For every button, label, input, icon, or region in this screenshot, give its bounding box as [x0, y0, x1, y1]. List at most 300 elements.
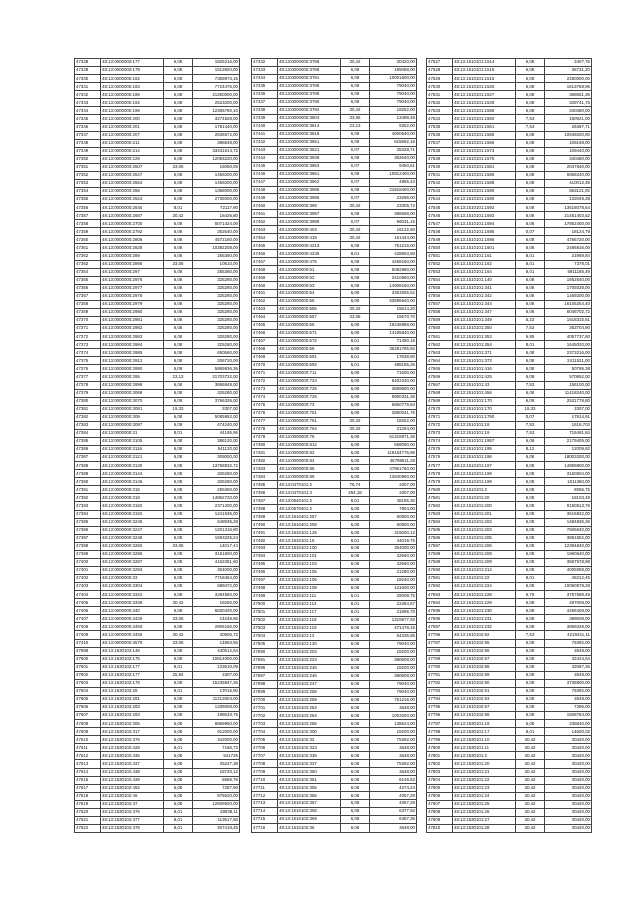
row-id-cell: 47808 — [427, 808, 453, 816]
amount-cell: 304000,00 — [370, 545, 417, 553]
row-id-cell: 47359 — [75, 228, 101, 236]
rate-cell: 6,08 — [341, 664, 370, 672]
amount-cell: 18252,00 — [370, 106, 417, 114]
row-id-cell: 47544 — [427, 196, 453, 204]
table-row — [427, 365, 592, 373]
rate-cell: 7,53 — [516, 631, 545, 639]
row-id-cell: 47617 — [75, 784, 101, 792]
table-row — [75, 75, 240, 83]
row-id-cell: 47533 — [427, 107, 453, 115]
rate-cell: 6,08 — [341, 242, 370, 250]
cadastral-number-cell: 48:13:1510102:95 — [453, 639, 516, 647]
cadastral-number-cell: 48:13:1510101:161 — [453, 252, 516, 260]
rate-cell: 6,08 — [516, 671, 545, 679]
rate-cell: 6,08 — [164, 365, 193, 373]
rate-cell: 33,06 — [164, 639, 193, 647]
row-id-cell: 47584 — [427, 518, 453, 526]
cadastral-number-cell: 48:13:1510102:337 — [278, 760, 341, 768]
row-id-cell: 47456 — [252, 250, 278, 258]
table-row — [252, 720, 417, 728]
amount-cell: 45312,45 — [545, 575, 592, 583]
amount-cell: 3866848,00 — [193, 381, 240, 389]
rate-cell: 6,08 — [516, 357, 545, 365]
rate-cell: 6,08 — [516, 486, 545, 494]
rate-cell: 8,01 — [164, 687, 193, 695]
row-id-cell: 47476 — [252, 409, 278, 417]
table-row — [427, 341, 592, 349]
amount-cell: 21260000,00 — [193, 91, 240, 99]
amount-cell: 3648,00 — [545, 671, 592, 679]
cadastral-number-cell: 48:13:0000000:2687 — [101, 212, 164, 220]
amount-cell: 3284560,00 — [193, 591, 240, 599]
table-row — [427, 599, 592, 607]
row-id-cell: 47397 — [75, 534, 101, 542]
table-row — [75, 647, 240, 655]
table-row — [75, 325, 240, 333]
cadastral-number-cell: 48:13:1510102:245 — [278, 664, 341, 672]
cadastral-number-cell: 48:13:1510101:214 — [453, 566, 516, 574]
row-id-cell: 47593 — [427, 591, 453, 599]
row-id-cell: 47494 — [252, 553, 278, 561]
rate-cell: 6,08 — [164, 292, 193, 300]
row-id-cell: 47715 — [252, 816, 278, 824]
rate-cell: 6,08 — [164, 59, 193, 67]
cadastral-number-cell: 48:13:1510102:90 — [453, 679, 516, 687]
cadastral-number-cell: 48:13:1510101:101 — [278, 553, 341, 561]
row-id-cell: 47342 — [75, 91, 101, 99]
table-row — [252, 146, 417, 154]
amount-cell: 109440,00 — [545, 147, 592, 155]
table-row — [75, 502, 240, 510]
amount-cell: 30420,00 — [545, 760, 592, 768]
table-row — [427, 784, 592, 792]
table-row — [427, 768, 592, 776]
amount-cell: 79040,00 — [370, 680, 417, 688]
cadastral-number-cell: 48:13:0000000:557 — [278, 314, 341, 322]
row-id-cell: 47546 — [427, 212, 453, 220]
cadastral-number-cell: 48:13:1510101:353 — [453, 333, 516, 341]
rate-cell: 8,01 — [164, 808, 193, 816]
amount-cell: 18124,79 — [545, 228, 592, 236]
table-row — [427, 728, 592, 736]
table-row — [427, 776, 592, 784]
amount-cell: 132049,28 — [545, 196, 592, 204]
amount-cell: 2179405,00 — [545, 437, 592, 445]
row-id-cell: 47576 — [427, 454, 453, 462]
amount-cell: 1613768,96 — [545, 83, 592, 91]
cadastral-number-cell: 48:13:0000000:183 — [101, 83, 164, 91]
amount-cell: 10812400,00 — [370, 170, 417, 178]
cadastral-number-cell: 48:13:1510101:456 — [453, 389, 516, 397]
row-id-cell: 47344 — [75, 107, 101, 115]
row-id-cell: 47807 — [427, 800, 453, 808]
amount-cell: 3648,00 — [370, 704, 417, 712]
table-row — [427, 583, 592, 591]
amount-cell: 18003200,00 — [545, 454, 592, 462]
rate-cell: 6,08 — [341, 656, 370, 664]
rate-cell: 6,08 — [164, 131, 193, 139]
rate-cell: 7,53 — [516, 325, 545, 333]
rate-cell: 6,08 — [516, 300, 545, 308]
table-row — [252, 122, 417, 130]
table-row — [252, 186, 417, 194]
amount-cell: 1645020,00 — [545, 341, 592, 349]
cadastral-number-cell: 48:13:0000000:2983 — [101, 333, 164, 341]
amount-cell: 71600,00 — [370, 369, 417, 377]
cadastral-number-cell: 48:13:1510101:230 — [453, 607, 516, 615]
row-id-cell: 47702 — [252, 712, 278, 720]
cadastral-number-cell: 48:13:1510101:1589 — [453, 188, 516, 196]
row-id-cell: 47352 — [75, 171, 101, 179]
row-id-cell: 47806 — [427, 792, 453, 800]
rate-cell: 6,08 — [341, 545, 370, 553]
cadastral-number-cell: 48:13:0000000:3304 — [101, 583, 164, 591]
cadastral-number-cell: 48:13:1510102:89 — [453, 671, 516, 679]
table-row — [252, 824, 417, 833]
row-id-cell: 47545 — [427, 204, 453, 212]
cadastral-number-cell: 48:13:0000000:31 — [101, 429, 164, 437]
amount-cell: 3353055,52 — [370, 290, 417, 298]
amount-cell: 44195,96 — [193, 429, 240, 437]
rate-cell: 6,08 — [341, 624, 370, 632]
rate-cell: 6,08 — [164, 526, 193, 534]
cadastral-number-cell: 48:13:0000000:399 — [278, 202, 341, 210]
cadastral-number-cell: 48:13:1510102:246 — [278, 672, 341, 680]
table-row — [427, 300, 592, 308]
rate-cell: 6,08 — [516, 139, 545, 147]
row-id-cell: 47491 — [252, 529, 278, 537]
amount-cell: 650560,00 — [193, 349, 240, 357]
table-row — [252, 361, 417, 369]
cadastral-number-cell: 48:13:1510101:416 — [453, 365, 516, 373]
amount-cell: 255360,00 — [193, 252, 240, 260]
row-id-cell: 47564 — [427, 357, 453, 365]
row-id-cell: 47395 — [75, 518, 101, 526]
table-row — [427, 260, 592, 268]
rate-cell: 5,01 — [341, 361, 370, 369]
amount-cell: 11418240,00 — [545, 389, 592, 397]
table-row — [75, 542, 240, 550]
table-row — [427, 454, 592, 462]
row-id-cell: 47714 — [252, 808, 278, 816]
row-id-cell: 47375 — [75, 357, 101, 365]
rate-cell: 6,08 — [516, 437, 545, 445]
rate-cell: 6,08 — [164, 446, 193, 454]
row-id-cell: 47460 — [252, 282, 278, 290]
row-id-cell: 47466 — [252, 329, 278, 337]
table-row — [252, 170, 417, 178]
rate-cell: 6,08 — [516, 236, 545, 244]
row-id-cell: 47690 — [252, 648, 278, 656]
table-row — [427, 357, 592, 365]
rate-cell: 0,07 — [341, 146, 370, 154]
row-id-cell: 47787 — [427, 639, 453, 647]
amount-cell: 7718464,00 — [193, 575, 240, 583]
rate-cell: 30,42 — [341, 59, 370, 67]
row-id-cell: 47706 — [252, 744, 278, 752]
row-id-cell: 47469 — [252, 353, 278, 361]
rate-cell: 6,08 — [341, 393, 370, 401]
row-id-cell: 47374 — [75, 349, 101, 357]
amount-cell: 4766720,00 — [545, 236, 592, 244]
amount-cell: 541120,00 — [193, 446, 240, 454]
row-id-cell: 47716 — [252, 824, 278, 833]
table-row — [75, 824, 240, 832]
row-id-cell: 47353 — [75, 179, 101, 187]
amount-cell: 16122,60 — [370, 226, 417, 234]
row-id-cell: 47591 — [427, 575, 453, 583]
table-row — [252, 441, 417, 449]
table-row — [252, 401, 417, 409]
cadastral-number-cell: 48:13:0000000:751 — [278, 409, 341, 417]
cadastral-number-cell: 48:13:0000000:340 — [101, 607, 164, 615]
row-id-cell: 47581 — [427, 494, 453, 502]
table-row — [427, 397, 592, 405]
amount-cell: 6402240,00 — [370, 377, 417, 385]
row-id-cell: 47563 — [427, 349, 453, 357]
row-id-cell: 47439 — [252, 114, 278, 122]
row-id-cell: 47532 — [427, 99, 453, 107]
rate-cell: 6,08 — [341, 258, 370, 266]
amount-cell: 912000,00 — [193, 728, 240, 736]
rate-cell: 8,01 — [164, 204, 193, 212]
amount-cell: 3410560,00 — [370, 274, 417, 282]
table-row — [75, 712, 240, 720]
row-id-cell: 47458 — [252, 266, 278, 274]
amount-cell: 15200,00 — [370, 728, 417, 736]
amount-cell: 4274,24 — [370, 784, 417, 792]
cadastral-number-cell: 48:13:1530102:452 — [101, 784, 164, 792]
table-row — [252, 194, 417, 202]
cadastral-number-cell: 48:13:0000000:201 — [101, 123, 164, 131]
amount-cell: 1241536,00 — [193, 510, 240, 518]
table-row — [75, 478, 240, 486]
table-row — [252, 329, 417, 337]
rate-cell: 6,08 — [164, 720, 193, 728]
table-row — [75, 720, 240, 728]
cadastral-number-cell: 48:13:1510101:371 — [453, 349, 516, 357]
table-row — [427, 381, 592, 389]
row-id-cell: 47340 — [75, 75, 101, 83]
cadastral-number-cell: 48:13:0000000:3338 — [101, 599, 164, 607]
row-id-cell: 47485 — [252, 481, 278, 489]
table-row — [75, 333, 240, 341]
table-row — [75, 663, 240, 671]
cadastral-number-cell: 48:13:1530102:46 — [101, 792, 164, 800]
rate-cell: 7,53 — [516, 421, 545, 429]
table-row — [75, 188, 240, 196]
table-row — [75, 204, 240, 212]
rate-cell: 6,08 — [516, 510, 545, 518]
table-row — [427, 752, 592, 760]
rate-cell: 6,08 — [341, 760, 370, 768]
rate-cell: 6,08 — [516, 147, 545, 155]
row-id-cell: 47580 — [427, 486, 453, 494]
amount-cell: 5085952,00 — [193, 413, 240, 421]
rate-cell: 6,08 — [516, 679, 545, 687]
row-id-cell: 47408 — [75, 623, 101, 631]
row-id-cell: 47400 — [75, 558, 101, 566]
cadastral-number-cell: 48:13:0000000:3116 — [101, 446, 164, 454]
amount-cell: 410012,48 — [545, 179, 592, 187]
row-id-cell: 47612 — [75, 752, 101, 760]
table-row — [427, 494, 592, 502]
cadastral-number-cell: 48:13:1530101:23 — [453, 784, 516, 792]
amount-cell: 6958240,00 — [545, 171, 592, 179]
rate-cell: 6,08 — [164, 655, 193, 663]
amount-cell: 2531778,80 — [545, 397, 592, 405]
row-id-cell: 47600 — [75, 655, 101, 663]
rate-cell: 6,08 — [164, 647, 193, 655]
table-row — [427, 107, 592, 115]
cadastral-number-cell: 48:13:1510101:1575 — [453, 155, 516, 163]
table-row — [75, 437, 240, 445]
cadastral-number-cell: 48:13:1530102:476 — [101, 808, 164, 816]
amount-cell: 48185,30 — [370, 497, 417, 505]
amount-cell: 10814000,00 — [193, 655, 240, 663]
cadastral-number-cell: 48:13:1510101:1565 — [453, 131, 516, 139]
table-row — [252, 704, 417, 712]
rate-cell: 6,08 — [516, 163, 545, 171]
rate-cell: 6,08 — [516, 131, 545, 139]
amount-cell: 315000,12 — [370, 529, 417, 537]
amount-cell: 7359973,16 — [193, 75, 240, 83]
rate-cell: 6,08 — [516, 83, 545, 91]
table-row — [75, 341, 240, 349]
amount-cell: 1368000,00 — [193, 188, 240, 196]
row-id-cell: 47372 — [75, 333, 101, 341]
table-row — [252, 768, 417, 776]
row-id-cell: 47444 — [252, 154, 278, 162]
cadastral-number-cell: 48:13:1510101:373 — [453, 357, 516, 365]
cadastral-number-cell: 48:13:0000000:3097 — [101, 421, 164, 429]
amount-cell: 10382208,00 — [193, 244, 240, 252]
table-row — [427, 188, 592, 196]
row-id-cell: 47490 — [252, 521, 278, 529]
row-id-cell: 47483 — [252, 465, 278, 473]
row-id-cell: 47698 — [252, 680, 278, 688]
amount-cell: 2635672,00 — [193, 131, 240, 139]
cadastral-number-cell: 48:13:0000000:3260 — [101, 542, 164, 550]
rate-cell: 6,08 — [164, 784, 193, 792]
cadastral-number-cell: 48:13:1530102:376 — [101, 736, 164, 744]
cadastral-number-cell: 48:13:1510102:285 — [278, 720, 341, 728]
rate-cell: 6,08 — [341, 130, 370, 138]
amount-cell: 56031,15 — [370, 218, 417, 226]
rate-cell: 8,01 — [341, 537, 370, 545]
rate-cell: 6,08 — [516, 99, 545, 107]
table-row — [75, 123, 240, 131]
row-id-cell: 47557 — [427, 300, 453, 308]
row-id-cell: 47607 — [75, 712, 101, 720]
row-id-cell: 47605 — [75, 695, 101, 703]
rate-cell: 6,08 — [164, 437, 193, 445]
amount-cell: 1011360,00 — [545, 478, 592, 486]
rate-cell: 30,42 — [341, 234, 370, 242]
table-row — [427, 196, 592, 204]
table-row — [427, 405, 592, 413]
rate-cell: 8,01 — [516, 341, 545, 349]
rate-cell: 30,42 — [516, 752, 545, 760]
row-id-cell: 47436 — [252, 90, 278, 98]
cadastral-number-cell: 48:13:0000000:3430 — [101, 615, 164, 623]
rate-cell: 6,08 — [341, 553, 370, 561]
cadastral-number-cell: 48:13:1510102:351 — [278, 776, 341, 784]
row-id-cell: 47348 — [75, 139, 101, 147]
rate-cell: 30,42 — [516, 744, 545, 752]
row-id-cell: 47567 — [427, 381, 453, 389]
table-row — [252, 98, 417, 106]
cadastral-number-cell: 48:13:1510101:1593 — [453, 212, 516, 220]
row-id-cell: 47558 — [427, 308, 453, 316]
row-id-cell: 47357 — [75, 212, 101, 220]
table-row — [252, 760, 417, 768]
row-id-cell: 47457 — [252, 258, 278, 266]
table-row — [75, 470, 240, 478]
row-id-cell: 47791 — [427, 671, 453, 679]
cadastral-number-cell: 48:13:0000000:258 — [101, 188, 164, 196]
amount-cell: 21294,00 — [370, 425, 417, 433]
table-row — [252, 696, 417, 704]
rate-cell: 6,08 — [164, 421, 193, 429]
rate-cell: 6,08 — [341, 768, 370, 776]
table-row — [427, 502, 592, 510]
rate-cell: 6,08 — [164, 494, 193, 502]
rate-cell: 6,08 — [516, 349, 545, 357]
amount-cell: 1619,703 — [545, 421, 592, 429]
amount-cell: 3161600,00 — [193, 550, 240, 558]
amount-cell: 79040,00 — [370, 82, 417, 90]
row-id-cell: 47577 — [427, 462, 453, 470]
row-id-cell: 47380 — [75, 397, 101, 405]
table-row — [252, 513, 417, 521]
row-id-cell: 47383 — [75, 421, 101, 429]
rate-cell: 33,06 — [341, 114, 370, 122]
rate-cell: 6,08 — [516, 397, 545, 405]
rate-cell: 6,08 — [516, 566, 545, 574]
cadastral-number-cell: 48:13:1510101:1595 — [453, 228, 516, 236]
cadastral-number-cell: 48:13:0000000:2976 — [101, 276, 164, 284]
table-row — [427, 760, 592, 768]
cadastral-number-cell: 48:13:0000000:2980 — [101, 308, 164, 316]
rate-cell: 6,08 — [341, 584, 370, 592]
amount-cell: 471478,16 — [370, 624, 417, 632]
row-id-cell: 47805 — [427, 784, 453, 792]
row-id-cell: 47609 — [75, 728, 101, 736]
cadastral-number-cell: 48:13:0000000:89 — [278, 473, 341, 481]
row-id-cell: 47432 — [252, 59, 278, 67]
cadastral-number-cell: 48:13:1510101:118 — [278, 616, 341, 624]
rate-cell: 6,08 — [516, 478, 545, 486]
table-row — [75, 131, 240, 139]
row-id-cell: 47614 — [75, 768, 101, 776]
rate-cell: 6,08 — [516, 518, 545, 526]
cadastral-number-cell: 48:13:1510101:1516 — [453, 75, 516, 83]
table-row — [427, 478, 592, 486]
rate-cell: 6,08 — [341, 290, 370, 298]
table-row — [427, 308, 592, 316]
cadastral-number-cell: 48:13:0000000:3192 — [101, 510, 164, 518]
amount-cell: 15200,00 — [370, 648, 417, 656]
amount-cell: 3567578,88 — [545, 558, 592, 566]
cadastral-number-cell: 48:13:0000000:3293 — [101, 566, 164, 574]
row-id-cell: 47477 — [252, 417, 278, 425]
cadastral-number-cell: 48:13:1530102:438 — [101, 768, 164, 776]
rate-cell: 6,08 — [341, 672, 370, 680]
cadastral-number-cell: 48:13:0000000:3789 — [278, 90, 341, 98]
table-row — [252, 369, 417, 377]
table-row — [75, 59, 240, 67]
